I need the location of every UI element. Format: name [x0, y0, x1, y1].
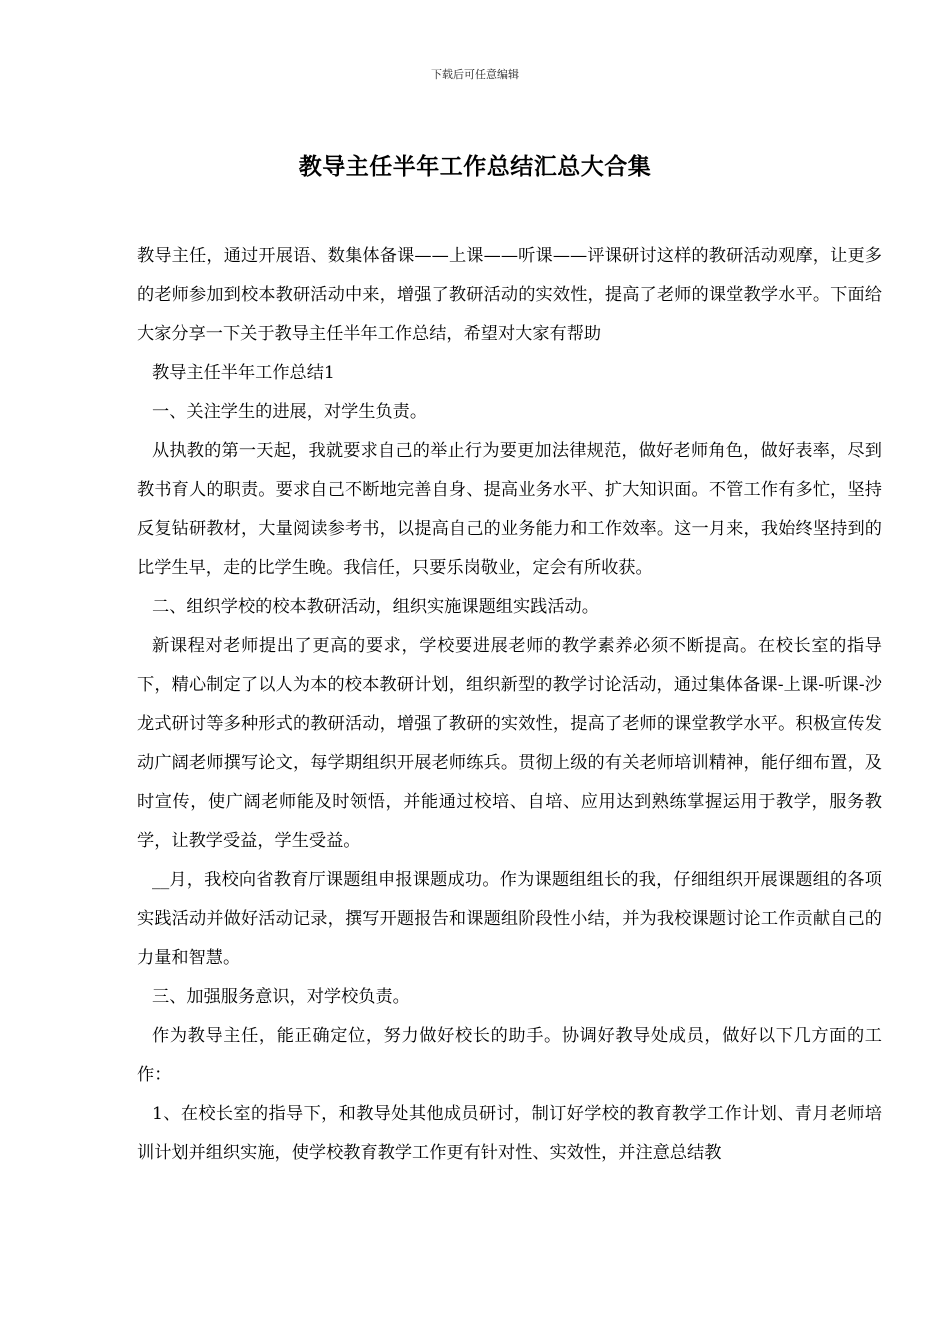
body-paragraph: 新课程对老师提出了更高的要求，学校要进展老师的教学素养必须不断提高。在校长室的指导下，精心制定了以人为本的校本教研计划，组织新型的教学讨论活动，通过集体备课-上课-听课-沙龙式研讨等多种形式的教研活动，增强了教研的实效性，提高了老师的课堂教学水平。积极宣传发动广阔老师撰写论文，每学期组织开展老师练兵。贯彻上级的有关老师培训精神，能仔细布置，及时宣传，使广阔老师能及时领悟，并能通过校培、自培、应用达到熟练掌握运用于教学，服务教学，让教学受益，学生受益。	[137, 636, 882, 851]
list-item: 1、在校长室的指导下，和教导处其他成员研讨，制订好学校的教育教学工作计划、青月老师培训计划并组织实施，使学校教育教学工作更有针对性、实效性，并注意总结教	[137, 1104, 882, 1163]
intro-paragraph: 教导主任，通过开展语、数集体备课——上课——听课——评课研讨这样的教研活动观摩，让更多的老师参加到校本教研活动中来，增强了教研活动的实效性，提高了老师的课堂教学水平。下面给大家分享一下关于教导主任半年工作总结，希望对大家有帮助	[137, 246, 882, 344]
subsection-heading: 三、加强服务意识，对学校负责。	[152, 987, 410, 1007]
document-title: 教导主任半年工作总结汇总大合集	[298, 154, 652, 180]
subsection-heading: 二、组织学校的校本教研活动，组织实施课题组实践活动。	[152, 597, 599, 617]
header-note: 下载后可任意编辑	[431, 68, 519, 81]
document-body	[137, 237, 882, 1173]
section-heading: 教导主任半年工作总结1	[152, 363, 335, 383]
body-paragraph: __月，我校向省教育厅课题组申报课题成功。作为课题组组长的我，仔细组织开展课题组的各项实践活动并做好活动记录，撰写开题报告和课题组阶段性小结，并为我校课题讨论工作贡献自己的力量和智慧。	[137, 870, 882, 968]
body-paragraph: 从执教的第一天起，我就要求自己的举止行为要更加法律规范，做好老师角色，做好表率，尽到教书育人的职责。要求自己不断地完善自身、提高业务水平、扩大知识面。不管工作有多忙，坚持反复钻研教材，大量阅读参考书，以提高自己的业务能力和工作效率。这一月来，我始终坚持到的比学生早，走的比学生晚。我信任，只要乐岗敬业，定会有所收获。	[137, 441, 882, 578]
body-paragraph: 作为教导主任，能正确定位，努力做好校长的助手。协调好教导处成员，做好以下几方面的工作：	[137, 1026, 882, 1085]
subsection-heading: 一、关注学生的进展，对学生负责。	[152, 402, 428, 422]
